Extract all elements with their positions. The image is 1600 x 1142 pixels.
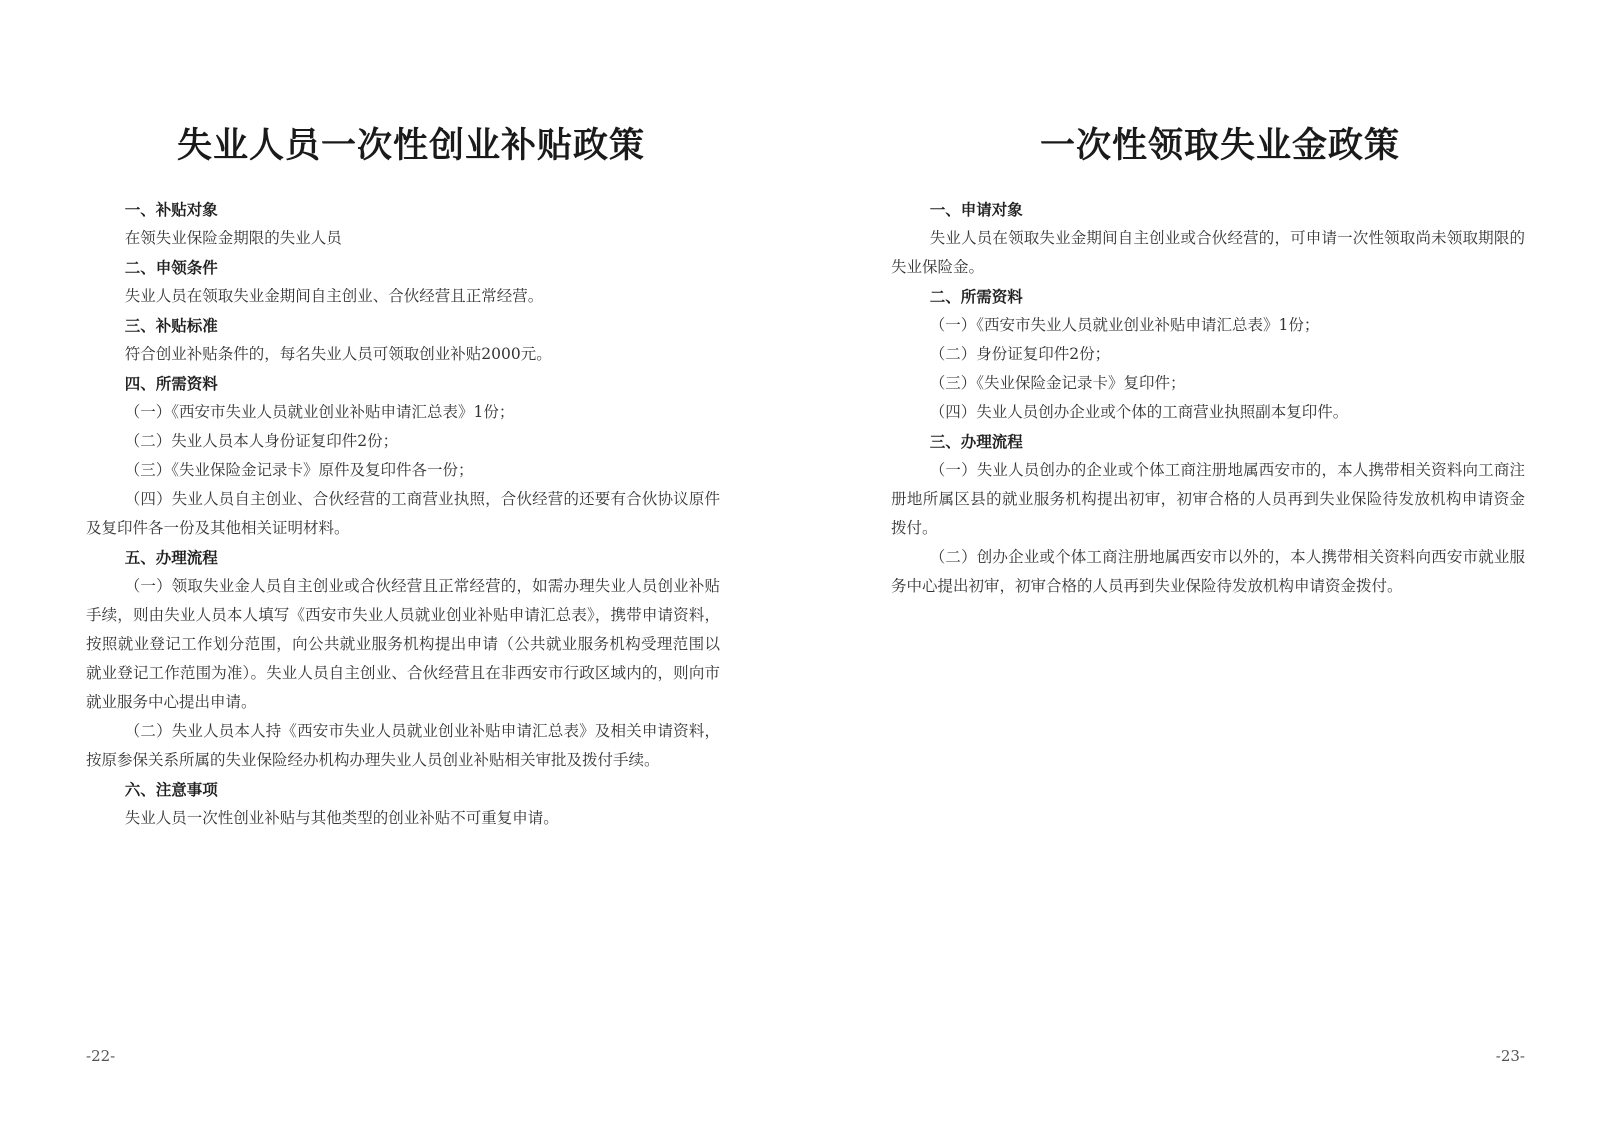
body-paragraph: 失业人员一次性创业补贴与其他类型的创业补贴不可重复申请。 <box>124 809 559 827</box>
section-heading: 三、补贴标准 <box>124 316 218 335</box>
body-paragraph: （四）失业人员创办企业或个体的工商营业执照副本复印件。 <box>929 403 1349 421</box>
body-paragraph: （一）《西安市失业人员就业创业补贴申请汇总表》1份； <box>929 316 1320 334</box>
body-paragraph: （二）身份证复印件2份； <box>929 345 1111 363</box>
body-paragraph: 失业人员在领取失业金期间自主创业或合伙经营的，可申请一次性领取尚未领取期限的失业保险金。 <box>891 229 1525 276</box>
body-paragraph: （三）《失业保险金记录卡》复印件； <box>929 374 1186 392</box>
section-heading: 一、补贴对象 <box>124 200 218 219</box>
page-title: 失业人员一次性创业补贴政策 <box>176 125 645 166</box>
body-paragraph: （四）失业人员自主创业、合伙经营的工商营业执照，合伙经营的还要有合伙协议原件及复印件各一份及其他相关证明材料。 <box>86 490 720 537</box>
body-paragraph: （三）《失业保险金记录卡》原件及复印件各一份； <box>124 461 474 479</box>
section-heading: 二、所需资料 <box>929 287 1023 306</box>
body-paragraph: （二）失业人员本人身份证复印件2份； <box>124 432 399 450</box>
section-heading: 三、办理流程 <box>929 432 1023 451</box>
page-number: -23- <box>1495 1047 1525 1065</box>
body-paragraph: 失业人员在领取失业金期间自主创业、合伙经营且正常经营。 <box>124 287 544 305</box>
section-heading: 四、所需资料 <box>124 374 218 393</box>
body-paragraph: 符合创业补贴条件的，每名失业人员可领取创业补贴2000元。 <box>124 345 552 363</box>
page-number: -22- <box>86 1047 116 1065</box>
section-heading: 一、申请对象 <box>929 200 1023 219</box>
body-paragraph: （二）失业人员本人持《西安市失业人员就业创业补贴申请汇总表》及相关申请资料，按原参保关系所属的失业保险经办机构办理失业人员创业补贴相关审批及拨付手续。 <box>86 722 720 769</box>
page-content <box>86 195 720 833</box>
body-paragraph: 在领失业保险金期限的失业人员 <box>124 229 342 247</box>
left-page <box>86 0 720 1142</box>
body-paragraph: （一）《西安市失业人员就业创业补贴申请汇总表》1份； <box>124 403 515 421</box>
section-heading: 二、申领条件 <box>124 258 218 277</box>
section-heading: 五、办理流程 <box>124 548 218 567</box>
section-heading: 六、注意事项 <box>124 780 218 799</box>
body-paragraph: （一）领取失业金人员自主创业或合伙经营且正常经营的，如需办理失业人员创业补贴手续，则由失业人员本人填写《西安市失业人员就业创业补贴申请汇总表》，携带申请资料，按照就业登记工作划分范围，向公共就业服务机构提出申请（公共就业服务机构受理范围以就业登记工作范围为准）。失业人员自主创业、合伙经营且在非西安市行政区域内的，则向市就业服务中心提出申请。 <box>86 577 720 711</box>
page-title: 一次性领取失业金政策 <box>1039 125 1400 166</box>
page-content <box>891 195 1525 601</box>
body-paragraph: （一）失业人员创办的企业或个体工商注册地属西安市的，本人携带相关资料向工商注册地所属区县的就业服务机构提出初审，初审合格的人员再到失业保险待发放机构申请资金拨付。 <box>891 461 1525 537</box>
right-page <box>891 0 1525 1142</box>
body-paragraph: （二）创办企业或个体工商注册地属西安市以外的，本人携带相关资料向西安市就业服务中心提出初审，初审合格的人员再到失业保险待发放机构申请资金拨付。 <box>891 548 1525 595</box>
